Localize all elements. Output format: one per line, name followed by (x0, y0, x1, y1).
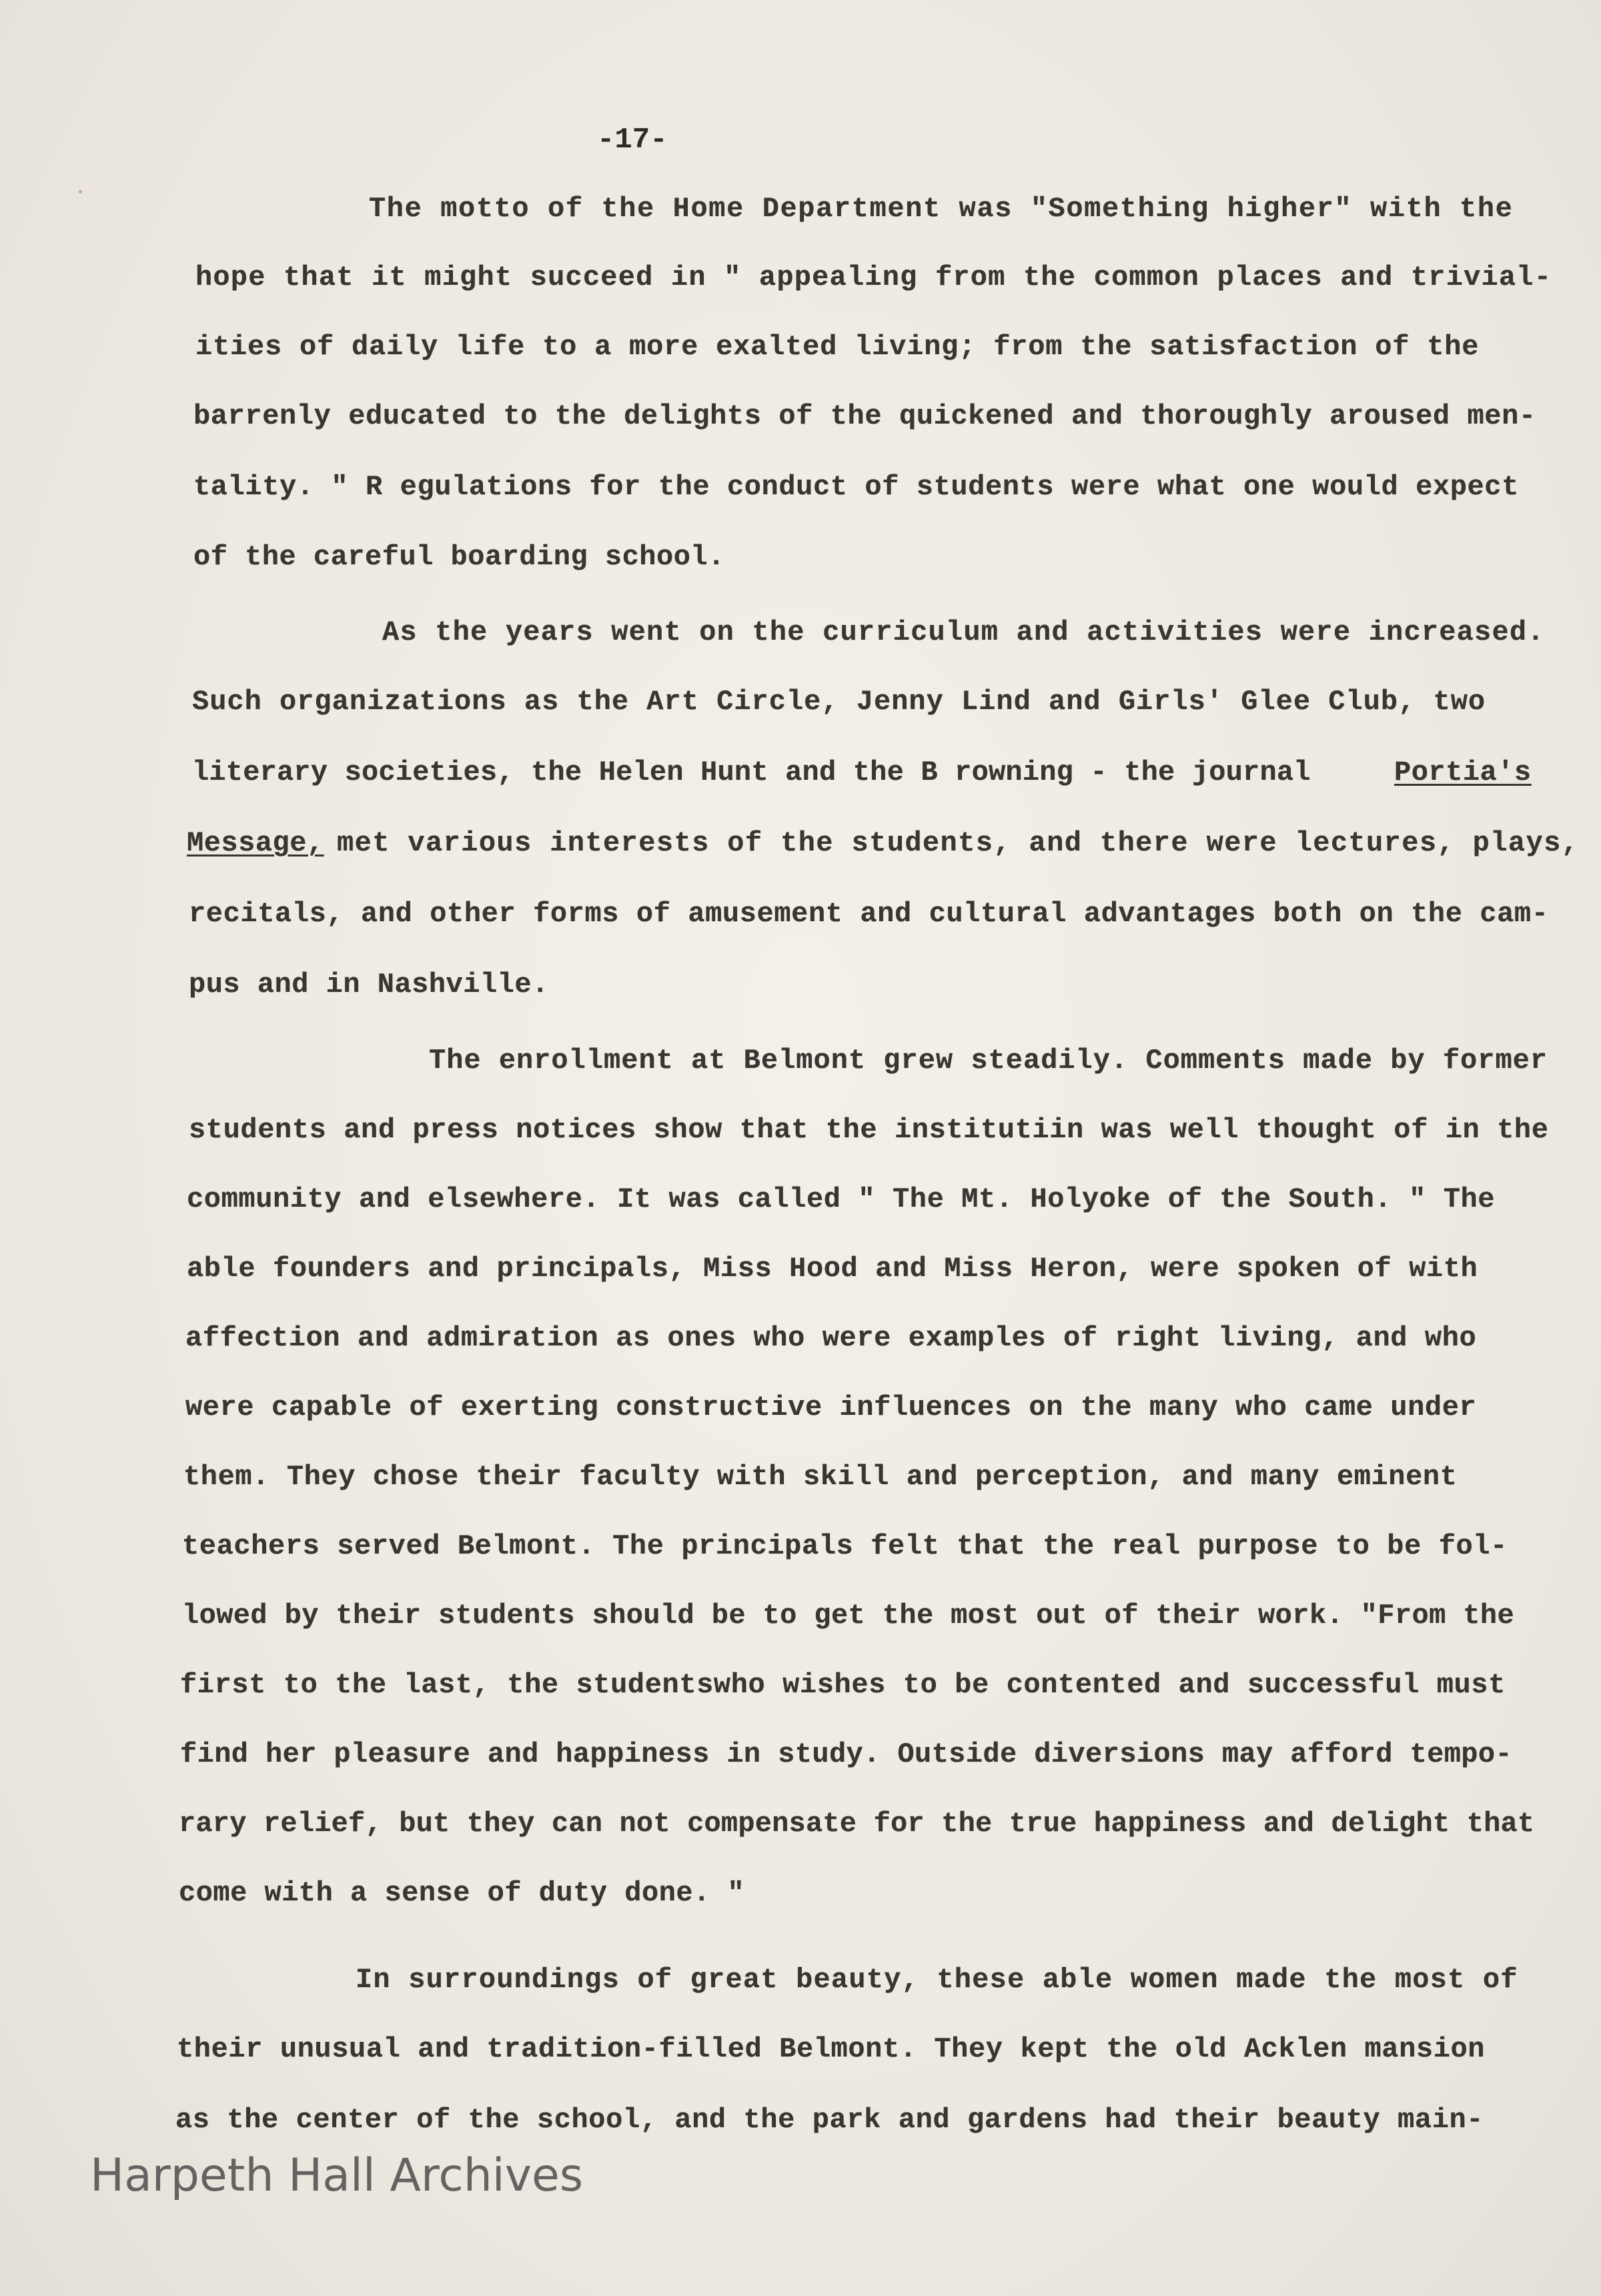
text-line: come with a sense of duty done. " (179, 1877, 745, 1909)
text-line: tality. " R egulations for the conduct of students were what one would expect (193, 471, 1519, 503)
journal-title-portias: Portia's (1394, 756, 1532, 788)
text-line: students and press notices show that the institutiin was well thought of in the (189, 1114, 1549, 1146)
text-line: teachers served Belmont. The principals felt that the real purpose to be fol- (182, 1530, 1508, 1562)
text-line: community and elsewhere. It was called " The Mt. Holyoke of the South. " The (187, 1183, 1496, 1215)
page-number: -17- (597, 123, 668, 157)
text-line: Such organizations as the Art Circle, Jenny Lind and Girls' Glee Club, two (192, 686, 1486, 718)
text-line: barrenly educated to the delights of the quickened and thoroughly aroused men- (193, 400, 1536, 432)
journal-title-message: Message, (187, 827, 324, 859)
text-line: The enrollment at Belmont grew steadily. Comments made by former (429, 1045, 1548, 1077)
text-line: as the center of the school, and the park and gardens had their beauty main- (175, 2104, 1484, 2136)
text-line: of the careful boarding school. (193, 541, 725, 573)
text-line: The motto of the Home Department was "Something higher" with the (369, 193, 1514, 225)
text-line: were capable of exerting constructive influences on the many who came under (185, 1391, 1477, 1423)
text-line: recitals, and other forms of amusement and cultural advantages both on the cam- (189, 898, 1549, 930)
text-line: hope that it might succeed in " appealing from the common places and trivial- (195, 261, 1552, 294)
text-line: rary relief, but they can not compensate for the true happiness and delight that (179, 1808, 1535, 1840)
text-line: pus and in Nashville. (189, 969, 549, 1001)
text-line: In surroundings of great beauty, these able women made the most of (356, 1964, 1518, 1996)
text-line: them. They chose their faculty with skill and perception, and many eminent (183, 1461, 1458, 1493)
archive-watermark: Harpeth Hall Archives (90, 2149, 584, 2202)
text-line: their unusual and tradition-filled Belmont. They kept the old Acklen mansion (177, 2033, 1486, 2065)
text-line: find her pleasure and happiness in study. Outside diversions may afford tempo- (180, 1738, 1513, 1770)
text-line: ities of daily life to a more exalted living; from the satisfaction of the (195, 331, 1480, 363)
text-line: met various interests of the students, and there were lectures, plays, (337, 827, 1580, 859)
text-line: able founders and principals, Miss Hood and Miss Heron, were spoken of with (187, 1253, 1478, 1285)
text-line: affection and admiration as ones who were examples of right living, and who (185, 1322, 1477, 1354)
text-line: As the years went on the curriculum and activities were increased. (382, 616, 1545, 648)
text-line: lowed by their students should be to get the most out of their work. "From the (182, 1600, 1515, 1632)
text-line: first to the last, the studentswho wishes to be contented and successful must (180, 1669, 1506, 1701)
text-line: literary societies, the Helen Hunt and the B rowning - the journal (192, 756, 1311, 788)
paper-speck (79, 190, 82, 193)
